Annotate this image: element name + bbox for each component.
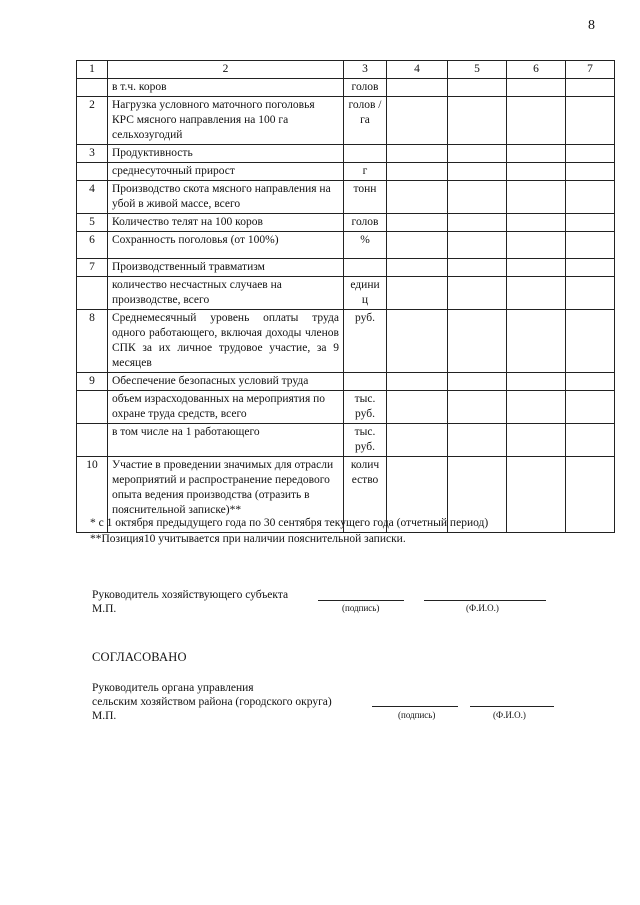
stamp-place-label: М.П. xyxy=(92,710,117,722)
value-cell xyxy=(566,232,615,259)
value-cell xyxy=(387,214,448,232)
row-number: 6 xyxy=(77,232,108,259)
value-cell xyxy=(387,145,448,163)
fio-caption: (Ф.И.О.) xyxy=(493,710,526,720)
row-number xyxy=(77,163,108,181)
indicator-name: Среднемесячный уровень оплаты труда одного работающего, включая доходы членов СПК за их личное трудовое участие, за 9 месяцев xyxy=(108,310,344,373)
value-cell xyxy=(387,259,448,277)
value-cell xyxy=(507,214,566,232)
value-cell xyxy=(507,259,566,277)
indicator-name: Нагрузка условного маточного поголовья КРС мясного направления на 100 га сельхозугодий xyxy=(108,97,344,145)
unit-cell xyxy=(344,259,387,277)
table-row xyxy=(77,163,615,181)
indicators-table xyxy=(76,60,615,533)
head-of-agriculture-label-line2: сельским хозяйством района (городского округа) xyxy=(92,696,332,708)
signature-line xyxy=(318,600,404,601)
row-number xyxy=(77,79,108,97)
signature-caption: (подпись) xyxy=(342,603,380,613)
value-cell xyxy=(448,79,507,97)
unit-cell: тонн xyxy=(344,181,387,214)
indicator-name: Производственный травматизм xyxy=(108,259,344,277)
footnote-period: * с 1 октября предыдущего года по 30 сентября текущего года (отчетный период) xyxy=(90,517,489,529)
unit-cell: % xyxy=(344,232,387,259)
value-cell xyxy=(387,97,448,145)
row-number xyxy=(77,391,108,424)
value-cell xyxy=(387,310,448,373)
value-cell xyxy=(387,391,448,424)
value-cell xyxy=(387,373,448,391)
header-cell: 7 xyxy=(566,61,615,79)
row-number: 2 xyxy=(77,97,108,145)
value-cell xyxy=(448,214,507,232)
value-cell xyxy=(566,181,615,214)
value-cell xyxy=(507,310,566,373)
unit-cell: руб. xyxy=(344,310,387,373)
value-cell xyxy=(507,232,566,259)
value-cell xyxy=(448,163,507,181)
indicator-name: Производство скота мясного направления на убой в живой массе, всего xyxy=(108,181,344,214)
table-row xyxy=(77,277,615,310)
head-of-entity-label: Руководитель хозяйствующего субъекта xyxy=(92,589,289,601)
unit-cell xyxy=(344,373,387,391)
indicator-name: Обеспечение безопасных условий труда xyxy=(108,373,344,391)
unit-cell xyxy=(344,145,387,163)
head-of-agriculture-label-line1: Руководитель органа управления xyxy=(92,682,254,694)
value-cell xyxy=(507,391,566,424)
header-cell: 1 xyxy=(77,61,108,79)
stamp-place-label: М.П. xyxy=(92,603,117,615)
table-row xyxy=(77,259,615,277)
unit-cell: г xyxy=(344,163,387,181)
header-cell: 5 xyxy=(448,61,507,79)
unit-cell: едини ц xyxy=(344,277,387,310)
value-cell xyxy=(387,232,448,259)
value-cell xyxy=(507,79,566,97)
row-number: 4 xyxy=(77,181,108,214)
unit-cell: тыс. руб. xyxy=(344,391,387,424)
value-cell xyxy=(566,373,615,391)
header-cell: 6 xyxy=(507,61,566,79)
value-cell xyxy=(507,277,566,310)
row-number: 7 xyxy=(77,259,108,277)
header-cell: 4 xyxy=(387,61,448,79)
value-cell xyxy=(448,232,507,259)
header-cell: 2 xyxy=(108,61,344,79)
signature-line xyxy=(372,706,458,707)
indicator-name: Сохранность поголовья (от 100%) xyxy=(108,232,344,259)
value-cell xyxy=(566,457,615,533)
value-cell xyxy=(566,145,615,163)
indicator-name: среднесуточный прирост xyxy=(108,163,344,181)
value-cell xyxy=(507,373,566,391)
value-cell xyxy=(566,277,615,310)
table-row xyxy=(77,373,615,391)
row-number: 10 xyxy=(77,457,108,533)
unit-cell: голов xyxy=(344,214,387,232)
value-cell xyxy=(448,277,507,310)
indicator-name: Продуктивность xyxy=(108,145,344,163)
value-cell xyxy=(448,97,507,145)
value-cell xyxy=(566,391,615,424)
indicator-name: Участие в проведении значимых для отрасли мероприятий и распространение передового опыта ведения производства (отразить в пояснительной записке)** xyxy=(108,457,344,533)
value-cell xyxy=(387,424,448,457)
indicator-name: в т.ч. коров xyxy=(108,79,344,97)
indicator-name: количество несчастных случаев на производстве, всего xyxy=(108,277,344,310)
table-row xyxy=(77,310,615,373)
value-cell xyxy=(507,457,566,533)
footnote-position10: **Позиция10 учитывается при наличии пояснительной записки. xyxy=(90,533,406,545)
unit-cell: голов xyxy=(344,79,387,97)
value-cell xyxy=(387,181,448,214)
signature-caption: (подпись) xyxy=(398,710,436,720)
table-row xyxy=(77,145,615,163)
value-cell xyxy=(566,259,615,277)
value-cell xyxy=(507,181,566,214)
value-cell xyxy=(566,214,615,232)
value-cell xyxy=(448,424,507,457)
table-row xyxy=(77,424,615,457)
value-cell xyxy=(507,145,566,163)
header-cell: 3 xyxy=(344,61,387,79)
row-number: 5 xyxy=(77,214,108,232)
table-header-row xyxy=(77,61,615,79)
footnotes xyxy=(90,515,488,547)
value-cell xyxy=(566,310,615,373)
value-cell xyxy=(387,79,448,97)
table-row xyxy=(77,181,615,214)
value-cell xyxy=(507,97,566,145)
approved-heading: СОГЛАСОВАНО xyxy=(92,650,187,664)
value-cell xyxy=(448,259,507,277)
row-number: 9 xyxy=(77,373,108,391)
unit-cell: голов / га xyxy=(344,97,387,145)
value-cell xyxy=(566,163,615,181)
fio-line xyxy=(424,600,546,601)
row-number xyxy=(77,277,108,310)
value-cell xyxy=(448,373,507,391)
row-number: 8 xyxy=(77,310,108,373)
value-cell xyxy=(448,391,507,424)
indicator-name: объем израсходованных на мероприятия по охране труда средств, всего xyxy=(108,391,344,424)
value-cell xyxy=(448,145,507,163)
indicator-name: в том числе на 1 работающего xyxy=(108,424,344,457)
value-cell xyxy=(566,424,615,457)
table-row xyxy=(77,391,615,424)
value-cell xyxy=(448,181,507,214)
table-row xyxy=(77,232,615,259)
indicator-name: Количество телят на 100 коров xyxy=(108,214,344,232)
fio-line xyxy=(470,706,554,707)
table-row xyxy=(77,79,615,97)
value-cell xyxy=(387,277,448,310)
value-cell xyxy=(566,79,615,97)
unit-cell: тыс. руб. xyxy=(344,424,387,457)
value-cell xyxy=(566,97,615,145)
value-cell xyxy=(448,310,507,373)
table-row xyxy=(77,214,615,232)
row-number xyxy=(77,424,108,457)
value-cell xyxy=(507,424,566,457)
row-number: 3 xyxy=(77,145,108,163)
table-row xyxy=(77,97,615,145)
value-cell xyxy=(387,163,448,181)
unit-cell: колич ество xyxy=(344,457,387,533)
value-cell xyxy=(507,163,566,181)
fio-caption: (Ф.И.О.) xyxy=(466,603,499,613)
page-number: 8 xyxy=(588,18,595,33)
